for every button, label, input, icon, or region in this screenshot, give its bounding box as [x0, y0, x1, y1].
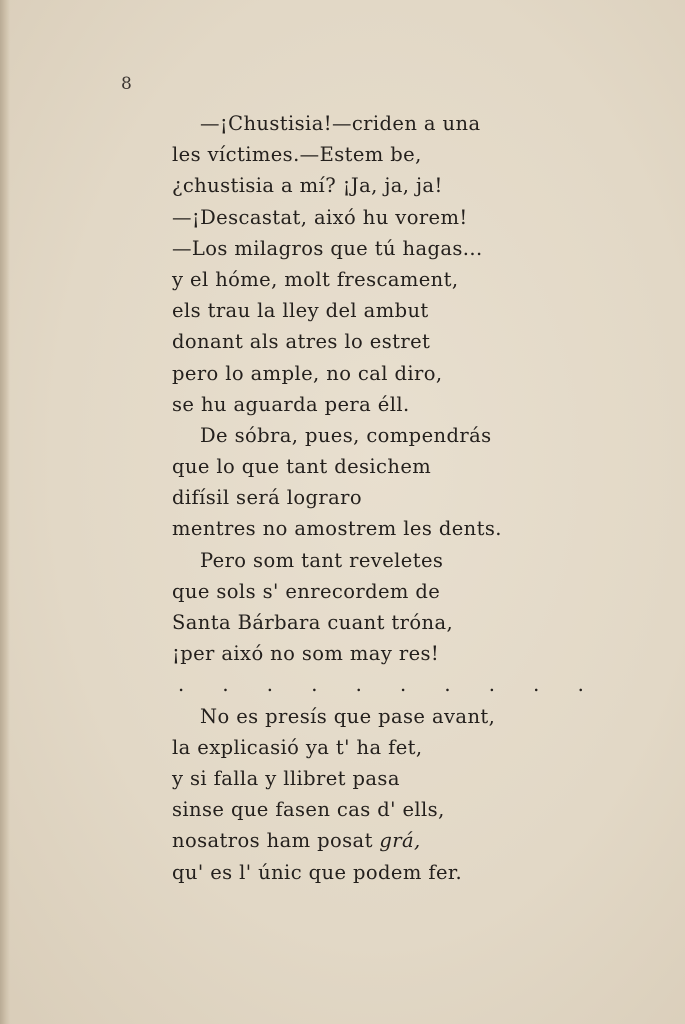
poem-line: ¡per aixó no som may res! [172, 642, 440, 666]
poem-line: se hu aguarda pera éll. [172, 392, 410, 416]
binding-edge [0, 0, 10, 1024]
poem-line: mentres no amostrem les dents. [172, 517, 502, 541]
poem-line: Pero som tant reveletes [200, 548, 444, 572]
poem-line: Santa Bárbara cuant tróna, [172, 611, 454, 634]
poem-line: qu' es l' únic que podem fer. [172, 860, 463, 884]
poem-line: —¡Descastat, aixó hu vorem! [172, 205, 468, 229]
poem-line-prefix: nosatros ham posat [172, 829, 380, 853]
poem-line: y si falla y llibret pasa [172, 766, 400, 790]
poem-line: —¡Chustisia!—criden a una [200, 112, 481, 135]
italic-word: grá, [379, 829, 421, 853]
poem-line: De sóbra, pues, compendrás [200, 423, 492, 447]
poem-line: pero lo ample, no cal diro, [172, 361, 443, 385]
ellipsis-separator: . . . . . . . . . . [178, 673, 600, 697]
poem-line: donant als atres lo estret [172, 330, 431, 354]
poem-line: y el hóme, molt frescament, [172, 267, 459, 291]
poem-line: —Los milagros que tú hagas... [172, 236, 483, 260]
poem-line [172, 825, 552, 856]
poem-text [172, 108, 600, 888]
poem-line: sinse que fasen cas d' ells, [172, 798, 445, 822]
poem-line: No es presís que pase avant, [200, 704, 496, 728]
poem-line: els trau la lley del ambut [172, 299, 429, 323]
poem-line: ¿chustisia a mí? ¡Ja, ja, ja! [172, 174, 443, 198]
poem-line: les víctimes.—Estem be, [172, 143, 422, 167]
poem-line: que lo que tant desichem [172, 455, 432, 479]
poem-line: que sols s' enrecordem de [172, 579, 441, 603]
page-number: 8 [121, 74, 132, 94]
poem-line: difísil será lograro [172, 486, 363, 510]
poem-line: la explicasió ya t' ha fet, [172, 735, 423, 759]
